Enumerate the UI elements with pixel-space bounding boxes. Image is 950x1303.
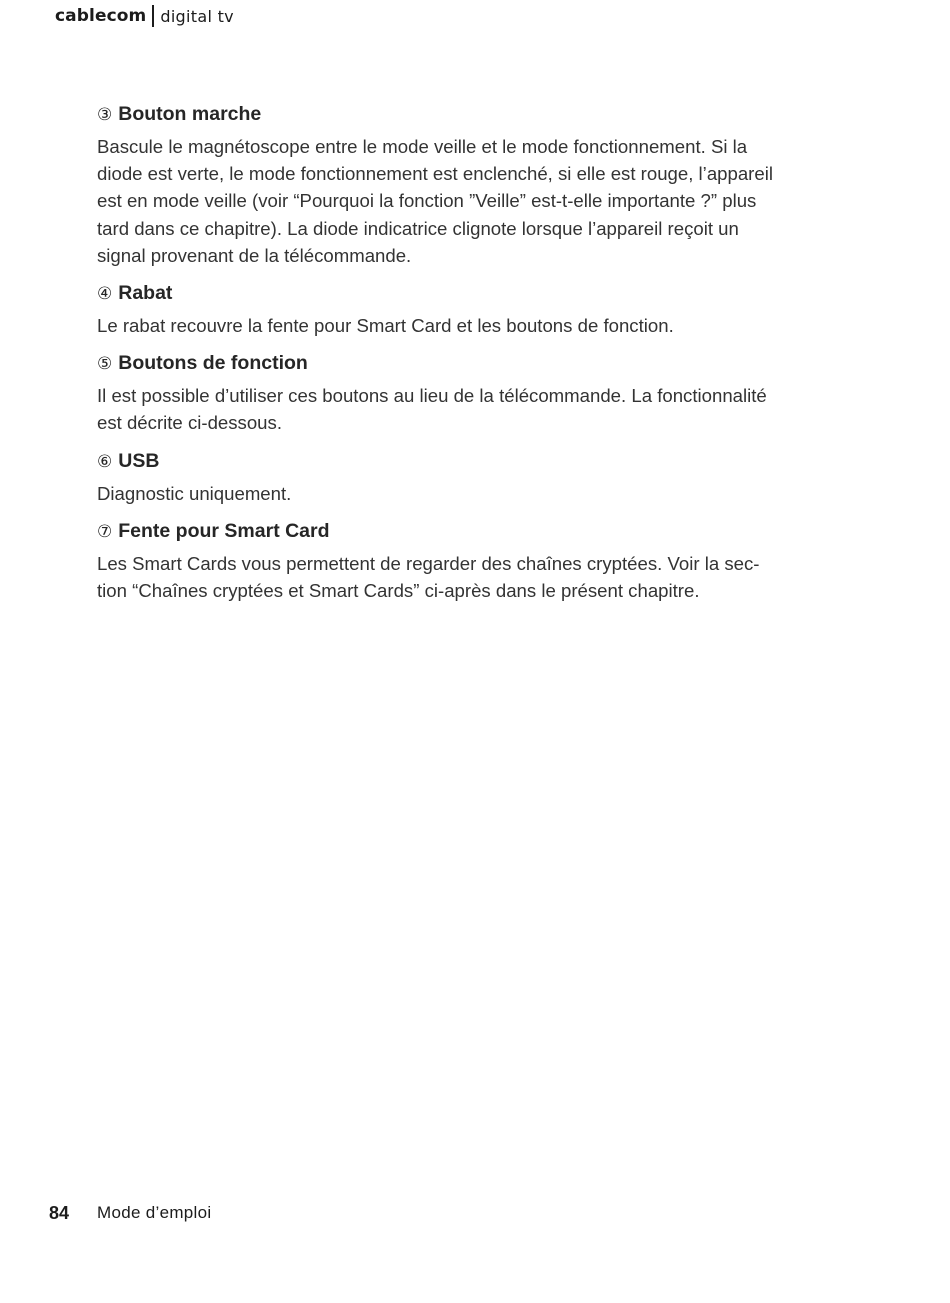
body-line: est en mode veille (voir “Pourquoi la fonction ”Veille” est-t-elle importante ?” plus (97, 190, 757, 212)
page-number: 84 (49, 1202, 70, 1223)
document-content (97, 100, 827, 614)
section-body (97, 480, 827, 507)
section-title: Rabat (118, 282, 173, 305)
section-body (97, 382, 827, 436)
section-body (97, 550, 827, 604)
section-title: USB (118, 449, 160, 472)
brand-logo: cablecom (55, 6, 147, 26)
body-line: Le rabat recouvre la fente pour Smart Card et les boutons de fonction. (97, 315, 674, 337)
section-heading (97, 279, 827, 308)
section-body (97, 312, 827, 339)
footer-label: Mode d’emploi (97, 1203, 212, 1222)
body-line: diode est verte, le mode fonctionnement est enclenché, si elle est rouge, l’appareil (97, 163, 773, 185)
section-boutons-de-fonction (97, 349, 827, 436)
section-number: ④ (97, 284, 113, 305)
section-number: ⑦ (97, 521, 113, 542)
body-line: Il est possible d’utiliser ces boutons au lieu de la télécommande. La fonctionnalité (97, 385, 767, 407)
section-number: ③ (97, 105, 113, 125)
page-header (55, 4, 234, 28)
section-number: ⑤ (97, 354, 113, 375)
section-heading (97, 447, 827, 476)
section-body (97, 133, 827, 269)
body-line: Les Smart Cards vous permettent de regarder des chaînes cryptées. Voir la sec- (97, 552, 760, 574)
body-line: Diagnostic uniquement. (97, 482, 292, 504)
body-line: tard dans ce chapitre). La diode indicatrice clignote lorsque l’appareil reçoit un (97, 217, 739, 239)
section-number: ⑥ (97, 451, 113, 472)
section-title: Bouton marche (118, 103, 262, 125)
section-rabat (97, 279, 827, 339)
section-fente-smart-card (97, 517, 827, 604)
section-heading (97, 349, 827, 378)
section-title: Boutons de fonction (118, 352, 308, 375)
section-title: Fente pour Smart Card (118, 519, 330, 542)
body-line: Bascule le magnétoscope entre le mode veille et le mode fonctionnement. Si la (97, 136, 748, 157)
section-bouton-marche (97, 100, 827, 269)
body-line: tion “Chaînes cryptées et Smart Cards” ci-après dans le présent chapitre. (97, 580, 700, 602)
product-name: digital tv (160, 6, 234, 26)
page-footer (49, 1200, 211, 1226)
section-usb (97, 447, 827, 507)
body-line: est décrite ci-dessous. (97, 412, 282, 434)
body-line: signal provenant de la télécommande. (97, 244, 412, 266)
section-heading (97, 100, 827, 129)
brand-divider (152, 5, 154, 27)
section-heading (97, 517, 827, 546)
